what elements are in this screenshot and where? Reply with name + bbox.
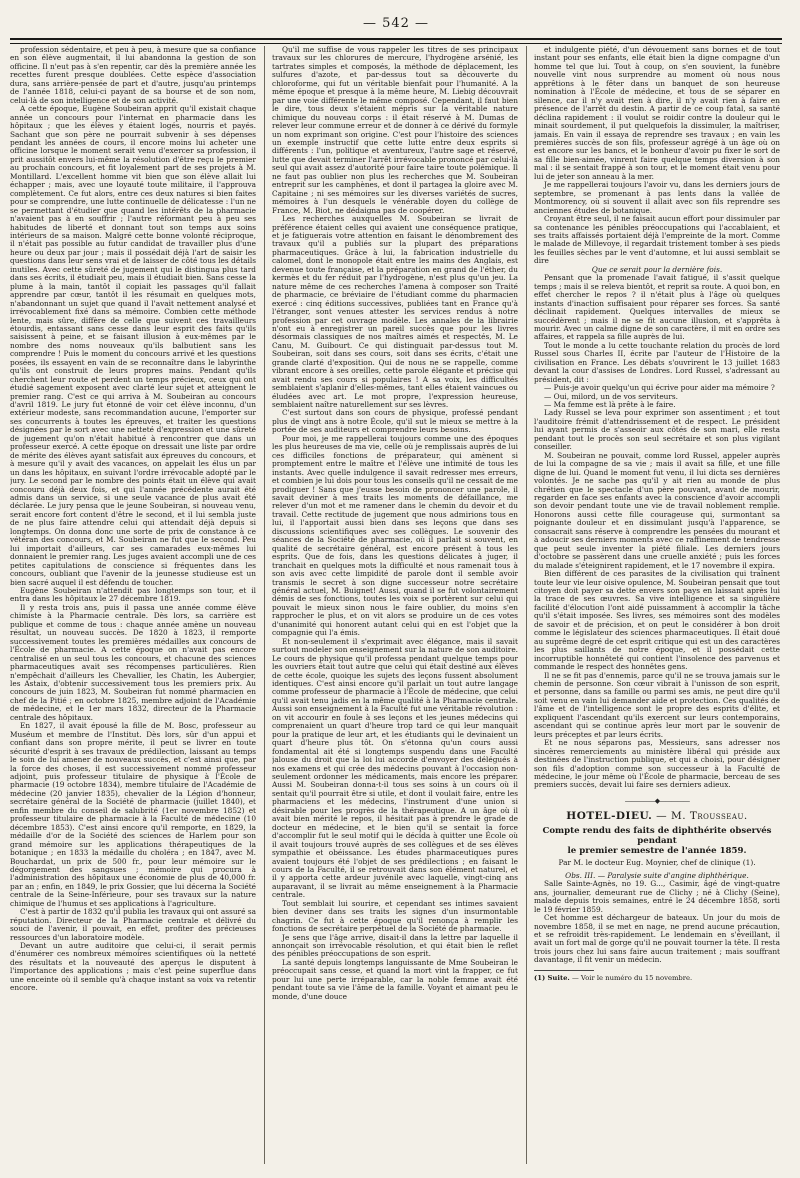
paragraph: Pensant que la promenade l'avait fatigué, il s'assit quelque temps ; mais il se releva bientôt, et reprit sa route. A quoi bon, en effet chercher le repos ? il n'était plus à l'âge où quelques instants d'inaction suffisaient pour réparer ses forces. Sa santé déclinait rapidement. Quelques intervalles de mieux se succédèrent ; mais il ne se fit aucune illusion, et s'apprêta à mourir. Avec un calme digne de son caractère, il mit en ordre ses affaires, et rappela sa fille auprès de lui.	[534, 273, 780, 342]
paragraph: Salle Sainte-Agnès, no 19. G..., Casimir, âgé de vingt-quatre ans, journalier, demeurant rue de Clichy ; né à Clichy (Seine), malade depuis trois semaines, entré le 24 décembre 1858, sorti le 19 février 1859.	[534, 879, 780, 914]
header-rule	[10, 38, 782, 40]
footnote-rule	[534, 970, 594, 971]
newspaper-page	[10, 8, 782, 1170]
paragraph: et indulgente piété, d'un dévouement sans bornes et de tout instant pour ses enfants, elle était bien la digne compagne d'un homme tel que lui. Tout à coup, on s'en souvient, la funèbre nouvelle vint nous surprendre au moment où nous nous apprêtions à le fêter dans un banquet de son heureuse nomination à l'École de médecine, et tous de se séparer en silence, car il n'y avait rien à dire, il n'y avait rien à faire en présence de l'arrêt du destin. A partir de ce coup fatal, sa santé déclina rapidement : il voulut se roidir contre la douleur qui le minait sourdement, il put quelquefois la dissimuler, la maîtriser, jamais. En vain il essaya de reprendre ses travaux ; en vain les premières succès de son fils, professeur agrégé à un âge où on est encore sur les bancs, et le bonheur d'avoir pu fixer le sort de sa fille bien-aimée, vinrent faire quelque temps diversion à son mal : il se sentait frappé à son tour, et le moment était venu pour lui de jeter son anneau à la mer.	[534, 46, 780, 181]
header-rule-thin	[10, 43, 782, 44]
paragraph: Qu'il me suffise de vous rappeler les titres de ses principaux travaux sur les chlorures de mercure, l'hydrogène arsénié, les tartrates simples et composés, la méthode de déplacement, les sulfures d'azote, et par-dessus tout sa découverte du chloroforme, qui fut un véritable bienfait pour l'humanité. A la même époque et presque à la même heure, M. Liebig découvrait par une voie différente le même composé. Cependant, il faut bien le dire, tous deux s'étaient mépris sur la véritable nature chimique du nouveau corps : il était réservé à M. Dumas de relever leur commune erreur et de donner à ce dérivé du formyle un nom exprimant son origine. C'est pour l'histoire des sciences un exemple instructif que cette lutte entre deux esprits si différents : l'un, politique et aventureux, l'autre sage et réservé, lutte que devait terminer l'arrêt irrévocable prononcé par celui-là seul qui avait assez d'autorité pour faire taire toute polémique. Il ne faut pas oublier non plus les recherches que M. Soubeiran entreprit sur les camphènes, et dont il partagea la gloire avec M. Capitaine ; ni ses mémoires sur les diverses variétés de sucres, mémoires à l'un desquels le vénérable doyen du collège de France, M. Biot, ne dédaigna pas de coopérer.	[272, 46, 518, 215]
section-title-author: — M. Trousseau.	[652, 810, 748, 823]
column-right	[534, 46, 780, 1164]
paragraph: — Puis-je avoir quelqu'un qui écrive pour aider ma mémoire ?	[544, 383, 775, 393]
paragraph: Pour moi, je me rappellerai toujours comme une des époques les plus heureuses de ma vie, celle où je remplissais auprès de lui ces difficiles fonctions de préparateur, qui amènent si promptement entre le maître et l'élève une intimité de tous les instants. Avec quelle indulgence il savait redresser mes erreurs, et combien je lui dois pour tous les conseils qu'il ne cessait de me prodiguer ! Sans que j'eusse besoin de prononcer une parole, il savait deviner à mes traits les moments de défaillance, me relever d'un mot et me ramener dans le chemin du devoir et du travail. Cette rectitude de jugement que nous admirions tous en lui, il l'apportait aussi bien dans ses leçons que dans ses discussions scientifiques avec ses collègues. Le souvenir des séances de la Société de pharmacie, où il parlait si souvent, en qualité de secrétaire général, est encore présent à tous les esprits. Que de fois, dans les questions délicates à juger, il tranchait en quelques mots la difficulté et nous ramenait tous à son avis avec cette limpidité de parole dont il semble avoir transmis le secret à son digne successeur notre secrétaire général actuel, M. Buignet! Aussi, quand il se fut volontairement démis de ses fonctions, toutes les voix se portèrent sur celui qui pouvait le mieux sinon nous le faire oublier, du moins s'en rapprocher le plus, et on vit alors se produire un de ces votes d'unanimité qui honorent autant celui qui en est l'objet que la compagnie qui l'a émis.	[272, 433, 518, 638]
section-title-hospital: HOTEL-DIEU.	[566, 810, 653, 823]
paragraph: C'est à partir de 1832 qu'il publia les travaux qui ont assuré sa réputation. Directeur de la Pharmacie centrale et délivré du souci de l'avenir, il pouvait, en effet, profiter des précieuses ressources d'un laboratoire modèle.	[10, 907, 256, 942]
paragraph: Je me rappellerai toujours l'avoir vu, dans les derniers jours de septembre, se promenant à pas lents dans la vallée de Montmorency, où si souvent il allait avec son fils reprendre ses anciennes études de botanique.	[534, 180, 780, 215]
paragraph: Tout semblait lui sourire, et cependant ses intimes savaient bien deviner dans ses traits les signes d'un insurmontable chagrin. Ce fut à cette époque qu'il renonça à remplir les fonctions de secrétaire perpétuel de la Société de pharmacie.	[272, 898, 518, 934]
paragraph: Les recherches auxquelles M. Soubeiran se livrait de préférence étaient celles qui avaient une conséquence pratique, et je fatiguerais votre attention en faisant le dénombrement des travaux qu'il a publiés sur la plupart des préparations pharmaceutiques. Grâce à lui, la fabrication industrielle du calomel, dont le monopole était entre les mains des Anglais, est devenue toute française, et la préparation en grand de l'éther, du kermès et du fer réduit par l'hydrogène, n'est plus qu'un jeu. La nature même de ces recherches l'amena à composer son Traité de pharmacie, ce bréviaire de l'étudiant comme du pharmacien exercé : cinq éditions successives, publiées tant en France qu'à l'étranger, sont venues attester les services rendus à notre profession par cet ouvrage modèle. Les annales de la librairie n'ont eu à enregistrer un pareil succès que pour les livres désormais classiques de nos maîtres aimés et respectés, M. Le Canu, M. Guibourt. Ce qui distinguait par-dessus tout M. Soubeiran, soit dans ses cours, soit dans ses écrits, c'était une grande clarté d'exposition. Qui de nous ne se rappelle, comme vibrant encore à ses oreilles, cette parole élégante et précise qui avait rendu ses cours si populaires ! A sa voix, les difficultés semblaient s'aplanir d'elles-mêmes, tant elles étaient vaincues ou éludées avec art. Le mot propre, l'expression heureuse, semblaient naître naturellement sur ses lèvres.	[272, 214, 518, 410]
footnote	[534, 974, 780, 982]
paragraph: Il ne se fit pas d'ennemis, parce qu'il ne se trouva jamais sur le chemin de personne. Son cœur vibrait à l'unisson de son esprit, et personne, dans sa famille ou parmi ses amis, ne peut dire qu'il soit venu en vain lui demander aide et protection. Ces qualités de l'âme et de l'intelligence sont le propre des esprits d'élite, et expliquent l'ascendant qu'ils exercent sur leurs contemporains, ascendant qui se continue après leur mort par le souvenir de leurs préceptes et par leurs écrits.	[534, 670, 780, 739]
section-title	[534, 810, 780, 823]
paragraph: La santé depuis longtemps languissante de Mme Soubeiran le préoccupait sans cesse, et quand la mort vint la frapper, ce fut pour lui une perte irréparable, car la noble femme avait été pendant toute sa vie l'âme de la famille. Voyant et aimant peu le monde, d'une douce	[272, 957, 518, 1001]
paragraph: Bien différent de ces parasites de la civilisation qui traînent toute leur vie leur oisive opulence, M. Soubeiran pensait que tout citoyen doit payer sa dette envers son pays en laissant après lui la trace de ses œuvres. Sa vive intelligence et sa singulière facilité d'élocution l'ont aidé puissamment à accomplir la tâche qu'il s'était imposée. Ses livres, ses mémoires sont des modèles de savoir et de précision, et on peut le considérer à bon droit comme le législateur des sciences pharmaceutiques. Il était doué au suprême degré de cet esprit critique qui est un des caractères les plus saillants de notre époque, et il possédait cette incorruptible honnêteté qui contient l'insolence des parvenus et commande le respect des honnêtes gens.	[534, 569, 780, 672]
column-left	[10, 46, 256, 1164]
paragraph: Cet homme est déchargeur de bateaux. Un jour du mois de novembre 1858, il se met en nage, ne prend aucune précaution, et se refroidit très-rapidement. Le lendemain en s'éveillant, il avait un fort mal de gorge qu'il ne pouvait tourner la tête. Il resta trois jours chez lui sans faire aucun traitement ; mais souffrant davantage, il fit venir un médecin.	[534, 913, 780, 965]
observation-body	[534, 880, 780, 965]
column-divider	[264, 46, 265, 1164]
paragraph: Devant un autre auditoire que celui-ci, il serait permis d'énumérer ces nombreux mémoires scientifiques où la netteté des résultats et la nouveauté des aperçus le disputent à l'importance des applications ; mais c'est peine superflue dans une enceinte où il semble qu'à chaque instant sa voix va retentir encore.	[10, 941, 256, 993]
paragraph: Tout le monde a lu cette touchante relation du procès de lord Russel sous Charles II, écrite par l'auteur de l'Histoire de la civilisation en France. Les débats s'ouvrirent le 13 juillet 1683 devant la cour d'assises de Londres. Lord Russel, s'adressant au président, dit :	[534, 340, 780, 384]
paragraph: En 1827, il avait épousé la fille de M. Bosc, professeur au Muséum et membre de l'Institut. Dès lors, sûr d'un appui et confiant dans son propre mérite, il peut se livrer en toute sécurité d'esprit à ses travaux de prédilection, laissant au temps le soin de lui amener de nouveaux succès, et c'est ainsi que, par la force des choses, il est successivement nommé professeur adjoint, puis professeur titulaire de physique à l'École de pharmacie (19 octobre 1834), membre titulaire de l'Académie de médecine (20 janvier 1835), chevalier de la Légion d'honneur, secrétaire général de la Société de pharmacie (juillet 1840), et enfin membre du conseil de salubrité (1er novembre 1852) et professeur titulaire de pharmacie à la Faculté de médecine (10 décembre 1853). C'est ainsi encore qu'il remporte, en 1829, la médaille d'or de la Société des sciences de Harlem pour son grand mémoire sur les applications thérapeutiques de la botanique ; en 1833 la médaille du choléra ; en 1847, avec M. Bouchardat, un prix de 500 fr., pour leur mémoire sur le dégorgement des sangsues ; mémoire qui procura à l'administration des hôpitaux une économie de plus de 40,000 fr. par an ; enfin, en 1849, le prix Gossier, que lui décerna la Société centrale de la Seine-Inférieure, pour ses travaux sur la nature chimique de l'humus et ses applications à l'agriculture.	[10, 721, 256, 908]
paragraph: Lady Russel se leva pour exprimer son assentiment ; et tout l'auditoire frémit d'attendrissement et de respect. Le président lui ayant permis de s'asseoir aux côtés de son mari, elle resta pendant tout le procès son seul secrétaire et son plus vigilant conseiller.	[534, 408, 780, 452]
paragraph: Croyant être seul, il ne faisait aucun effort pour dissimuler par sa contenance les pénibles préoccupations qui l'accablaient, et ses traits affaissés portaient déjà l'empreinte de la mort. Comme le malade de Millevoye, il regardait tristement tomber à ses pieds les feuilles sèches par le vent d'automne, et lui aussi semblait se dire	[534, 214, 780, 266]
paragraph: Il y resta trois ans, puis il passa une année comme élève chimiste à la Pharmacie centrale. Dès lors, sa carrière est publique et comme de tous : chaque année amène un nouveau résultat, un nouveau succès. De 1820 à 1823, il remporte successivement toutes les premières médailles aux concours de l'École de pharmacie. A cette époque on n'avait pas encore centralisé en un seul tous les concours, et chacune des sciences pharmaceutiques avait ses récompenses particulières. Rien n'empêchait d'ailleurs les Chevallier, les Chatin, les Aubergier, les Astaix, d'obtenir successivement tous les premiers prix. Au concours de juin 1823, M. Soubeiran fut nommé pharmacien en chef de la Pitié ; en octobre 1825, membre adjoint de l'Académie de médecine, et le 1er mars 1832, directeur de la Pharmacie centrale des hôpitaux.	[10, 602, 256, 722]
column-middle	[272, 46, 518, 1164]
article-subhead-line2: le premier semestre de l'année 1859.	[567, 846, 747, 857]
column-right-body	[534, 46, 780, 790]
footnote-number: (1) Suite.	[534, 973, 570, 982]
paragraph: profession sédentaire, et peu à peu, à mesure que sa confiance en son élève augmentait, il lui abandonna la gestion de son officine. Il n'eut pas à s'en repentir, car dès la première année les recettes furent presque doublées. Cette espèce d'association dura, sans arrière-pensée de part et d'autre, jusqu'au printemps de l'année 1818, celui-ci payant de sa bourse et de son nom, celui-là de son intelligence et de son activité.	[10, 46, 256, 105]
paragraph: — Ma femme est là prête à le faire.	[544, 400, 676, 410]
column-divider	[526, 46, 527, 1164]
paragraph: Je sens que l'âge arrive, disait-il dans la lettre par laquelle il annonçait son irrévocable résolution, et qui était bien le reflet des pénibles préoccupations de son esprit.	[272, 932, 518, 959]
article-subhead-line1: Compte rendu des faits de diphthérite observés pendant	[542, 826, 772, 847]
section-divider: —————◆—————	[624, 796, 690, 805]
observation-title: Obs. III. — Paralysie suite d'angine diphthérique.	[565, 870, 749, 880]
footnote-text: — Voir le numéro du 15 novembre.	[569, 973, 693, 982]
page-header	[10, 12, 782, 40]
paragraph: A cette époque, Eugène Soubeiran apprit qu'il existait chaque année un concours pour l'internat en pharmacie dans les hôpitaux ; que les élèves y étaient logés, nourris et payés. Sachant que son père ne pourrait subvenir à ses dépenses pendant les années de cours, il encore moins lui acheter une officine lorsque le moment serait venu d'exercer sa profession, il prit aussitôt envers lui-même la résolution d'être reçu le premier au prochain concours, et fit loyalement part de ses projets à M. Montillard. L'excellent homme vit bien que son élève allait lui échapper ; mais, avec une loyauté toute militaire, il l'approuva complètement. Ce fut alors, entre ces deux natures si bien faites pour se comprendre, une lutte continuelle de délicatesse : l'un ne se permettant d'étudier que quand les intérêts de la pharmacie n'avaient pas à en souffrir ; l'autre réformant peu à peu ses habitudes de liberté et donnant tout son temps aux soins intérieurs de sa maison. Malgré cette bonne volonté réciproque, il n'était pas possible au futur candidat de travailler plus d'une heure ou deux par jour ; mais il possédait déjà l'art de saisir les questions dans leur sens vrai et de laisser de côté tous les détails inutiles. Avec cette sûreté de jugement qui le distingua plus tard dans ses écrits, il étudiait peu, mais il étudiait bien. Sans cesse la plume à la main, tantôt il copiait les passages qu'il fallait apprendre par cœur, tantôt il les résumait en quelques mots, n'abandonnant un sujet que quand il l'avait nettement analysé et irrévocablement fixé dans sa mémoire. Combien cette méthode lente, mais sûre, diffère de celle que suivent ces travailleurs étourdis, entassant sans cesse dans leur esprit des faits qu'ils saisissent à peine, et se faisant illusion à eux-mêmes par le nombre des noms nouveaux qu'ils balbutient sans les comprendre ! Puis le moment du concours arrivé et les questions posées, ils essayent en vain de se reconnaître dans le labyrinthe qu'ils ont construit de leurs propres mains. Pendant qu'ils cherchent leur route et perdent un temps précieux, ceux qui ont étudié sagement exposent avec clarté leur sujet et atteignent le premier rang. C'est ce qui arriva à M. Soubeiran au concours d'avril 1819. Le jury fut étonné de voir cet élève inconnu, d'un extérieur modeste, sans recommandation aucune, l'emporter sur ses concurrents à toutes les épreuves, et traiter les questions désignées par le sort avec une netteté d'expression et une sûreté de jugement qu'on n'était habitué à rencontrer que dans un professeur exercé. A cette époque on dressait une liste par ordre de mérite des élèves ayant satisfait aux épreuves du concours, et à mesure qu'il y avait des vacances, on appelait les élus un par un dans les hôpitaux, en suivant l'ordre irrévocable adopté par le jury. Le second par le nombre des points était un élève qui avait concouru déjà deux fois, et qui l'année précédente aurait été admis dans un service, si une seule vacance de plus avait été déclarée. Le jury pensa que le jeune Soubeiran, si nouveau venu, serait encore fort content d'être le second, et il lui sembla juste de ne plus faire attendre celui qui attendait déjà depuis si longtemps. On donna donc une sorte de prix de constance à ce vétéran des concours, et M. Soubeiran ne fut que le second. Peu lui importait d'ailleurs, car ses camarades eux-mêmes lui donnaient le premier rang. Les juges avaient accompli une de ces petites capitulations de conscience si fréquentes dans les concours, oubliant que l'avenir de la jeunesse studieuse est un bien sacré auquel il est défendu de toucher.	[10, 104, 256, 587]
paragraph: M. Soubeiran ne pouvait, comme lord Russel, appeler auprès de lui la compagne de sa vie ; mais il avait sa fille, et une fille digne de lui. Quand le moment fut venu, il lui dicta ses dernières volontés. Je ne sache pas qu'il y ait rien au monde de plus chrétien que le spectacle d'un père pouvant, avant de mourir, regarder en face ses enfants avec la conscience d'avoir accompli son devoir pendant toute une vie de travail noblement remplie. Honorons aussi cette fille courageuse qui, surmontant sa poignante douleur et en dissimulant jusqu'à l'apparence, se consacrait sans réserve à comprendre les pensées du mourant et à adoucir ses derniers moments avec ce raffinement de tendresse que peut seule inventer la piété filiale. Les derniers jours d'octobre se passèrent dans une cruelle anxiété ; puis les forces du malade s'éteignirent rapidement, et le 17 novembre il expira.	[534, 450, 780, 570]
article-byline: Par M. le docteur Eug. Moynier, chef de clinique (1).	[558, 858, 756, 868]
paragraph: — Oui, milord, un de vos serviteurs.	[544, 391, 679, 401]
paragraph: Que ce serait pour la dernière fois.	[591, 264, 723, 274]
paragraph: Eugène Soubeiran n'attendit pas longtemps son tour, et il entra dans les hôpitaux le 27 décembre 1819.	[10, 586, 256, 604]
paragraph: Et non-seulement il s'exprimait avec élégance, mais il savait surtout modeler son enseignement sur la nature de son auditoire. Le cours de physique qu'il professa pendant quelque temps pour les ouvriers était tout autre que celui qui était destiné aux élèves de cette école, quoique les sujets des leçons fussent absolument identiques. C'est ainsi encore qu'il parlait un tout autre langage comme professeur de pharmacie à l'École de médecine, que celui qu'il avait tenu jadis en la même qualité à la Pharmacie centrale. Aussi son enseignement à la Faculté fut une véritable révolution : on vit accourir en foule à ses leçons et les jeunes médecins qui comprenaient un quart d'heure trop tard ce qui leur manquait pour la pratique de leur art, et les étudiants qui le devinaient un quart d'heure plus tôt. On s'étonna qu'un cours aussi fondamental ait été si longtemps suspendu dans une Faculté jalouse du droit que la loi lui accorde d'envoyer des délégués à nos examens et qui crée des médecins pouvant à l'occasion non-seulement ordonner les médicaments, mais encore les préparer. Aussi M. Soubeiran donna-t-il tous ses soins à un cours où il sentait qu'il pourrait être si utile, et dont il voulait faire, entre les pharmaciens et les médecins, l'instrument d'une union si désirable pour les progrès de la thérapeutique. A un âge où il avait bien mérité le repos, il hésitait pas à prendre le grade de docteur en médecine, et le bien qu'il se sentait la force d'accomplir fut le seul motif qui le décida à quitter une École où il avait toujours trouvé auprès de ses collègues et de ses élèves sympathie et obéissance. Les études pharmaceutiques pures avaient toujours été l'objet de ses prédilections ; en faisant le cours de la Faculté, il se retrouvait dans son élément naturel, et il y apporta cette ardeur juvénile avec laquelle, vingt-cinq ans auparavant, il se livrait au même enseignement à la Pharmacie centrale.	[272, 636, 518, 900]
paragraph: C'est surtout dans son cours de physique, professé pendant plus de vingt ans à notre École, qu'il sut le mieux se mettre à la portée de ses auditeurs et comprendre leurs besoins.	[272, 408, 518, 435]
page-folio: — 542 —	[362, 16, 430, 31]
paragraph: Et ne nous séparons pas, Messieurs, sans adresser nos sincères remerciements au ministère libéral qui préside aux destinées de l'instruction publique, et qui a choisi, pour désigner son fils d'adoption comme son successeur à la Faculté de médecine, le jour même où l'École de pharmacie, berceau de ses premiers succès, devait lui faire ses derniers adieux.	[534, 738, 780, 790]
